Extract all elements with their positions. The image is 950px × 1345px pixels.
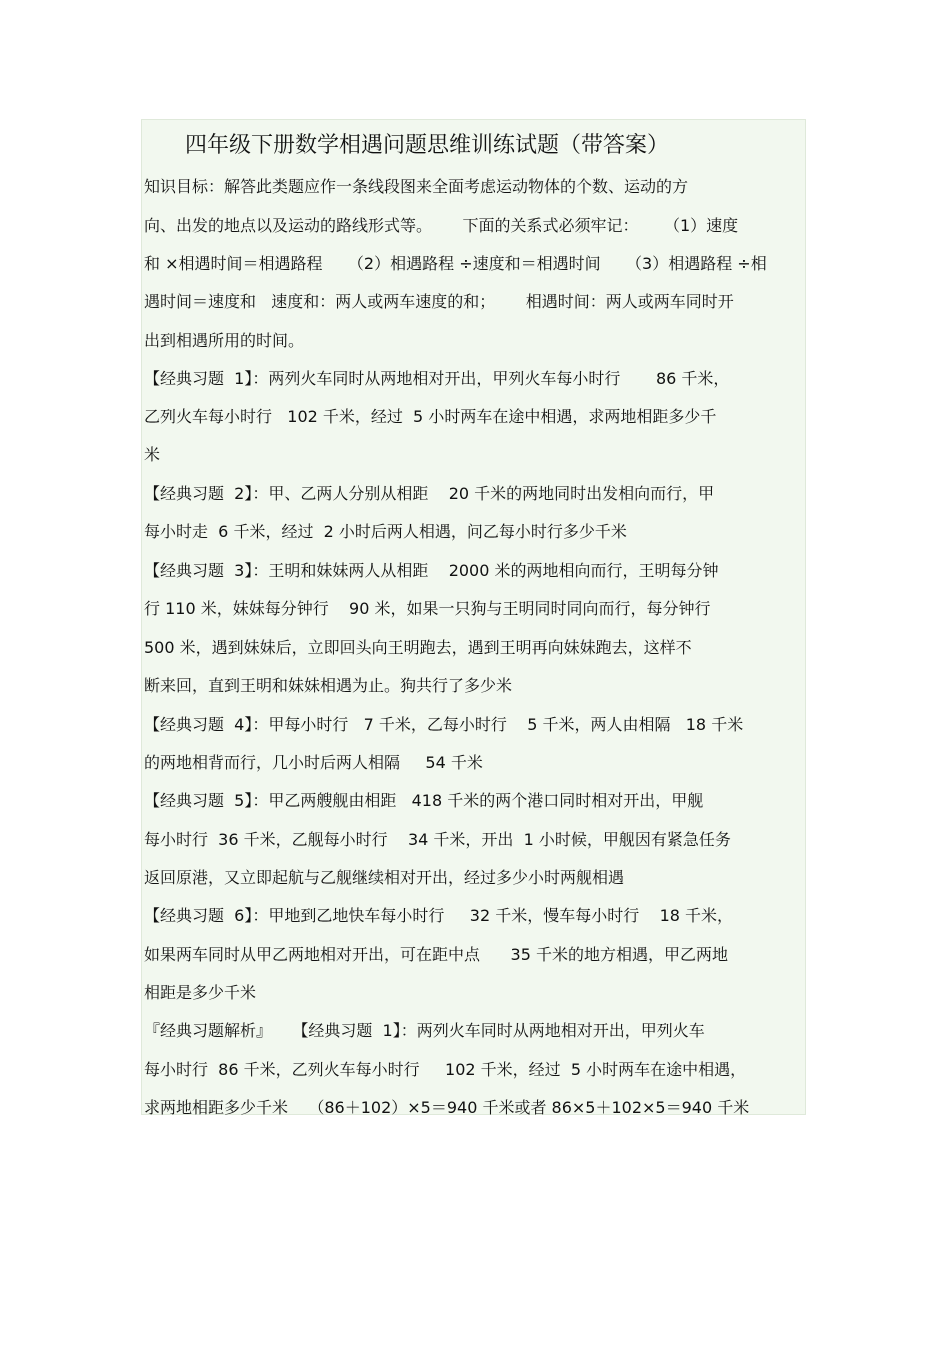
exercise-3-line: 500 米，遇到妹妹后，立即回头向王明跑去，遇到王明再向妹妹跑去，这样不 (144, 638, 692, 657)
text-line: 和 ×相遇时间＝相遇路程 （2）相遇路程 ÷速度和＝相遇时间 （3）相遇路程 ÷相 (144, 254, 767, 273)
exercise-3-line: 断来回，直到王明和妹妹相遇为止。狗共行了多少米 (144, 676, 513, 695)
exercise-3-line: 【经典习题 3】：王明和妹妹两人从相距 2000 米的两地相向而行，王明每分钟 (144, 561, 719, 580)
text-line: 遇时间＝速度和 速度和：两人或两车速度的和； 相遇时间：两人或两车同时开 (144, 292, 734, 311)
exercise-4-line: 的两地相背而行，几小时后两人相隔 54 千米 (144, 753, 483, 772)
solution-line: 求两地相距多少千米 （86＋102）×5＝940 千米或者 86×5＋102×5＝940 千米 (144, 1098, 750, 1117)
exercise-6-line: 【经典习题 6】：甲地到乙地快车每小时行 32 千米，慢车每小时行 18 千米， (144, 906, 734, 925)
exercise-5-line: 【经典习题 5】：甲乙两艘舰由相距 418 千米的两个港口同时相对开出，甲舰 (144, 791, 704, 810)
exercise-6-line: 如果两车同时从甲乙两地相对开出，可在距中点 35 千米的地方相遇，甲乙两地 (144, 945, 728, 964)
document-title: 四年级下册数学相遇问题思维训练试题（带答案） (185, 133, 670, 158)
exercise-2-line: 【经典习题 2】：甲、乙两人分别从相距 20 千米的两地同时出发相向而行，甲 (144, 484, 715, 503)
solution-line: 『经典习题解析』 【经典习题 1】：两列火车同时从两地相对开出，甲列火车 (144, 1021, 705, 1040)
exercise-4-line: 【经典习题 4】：甲每小时行 7 千米，乙每小时行 5 千米，两人由相隔 18 千米 (144, 715, 744, 734)
exercise-3-line: 行 110 米，妹妹每分钟行 90 米，如果一只狗与王明同时同向而行，每分钟行 (144, 599, 711, 618)
text-line: 知识目标：解答此类题应作一条线段图来全面考虑运动物体的个数、运动的方 (144, 177, 689, 196)
text-line: 向、出发的地点以及运动的路线形式等。 下面的关系式必须牢记： （1）速度 (144, 216, 739, 235)
exercise-6-line: 相距是多少千米 (144, 983, 257, 1002)
exercise-1-line: 米 (144, 445, 161, 464)
exercise-5-line: 返回原港，又立即起航与乙舰继续相对开出，经过多少小时两舰相遇 (144, 868, 625, 887)
solution-line: 每小时行 86 千米，乙列火车每小时行 102 千米，经过 5 小时两车在途中相遇， (144, 1060, 747, 1079)
text-line: 出到相遇所用的时间。 (144, 331, 305, 350)
exercise-2-line: 每小时走 6 千米，经过 2 小时后两人相遇，问乙每小时行多少千米 (144, 522, 627, 541)
exercise-1-line: 乙列火车每小时行 102 千米，经过 5 小时两车在途中相遇，求两地相距多少千 (144, 407, 717, 426)
exercise-1-line: 【经典习题 1】：两列火车同时从两地相对开出，甲列火车每小时行 86 千米， (144, 369, 730, 388)
exercise-5-line: 每小时行 36 千米，乙舰每小时行 34 千米，开出 1 小时候，甲舰因有紧急任务 (144, 830, 731, 849)
